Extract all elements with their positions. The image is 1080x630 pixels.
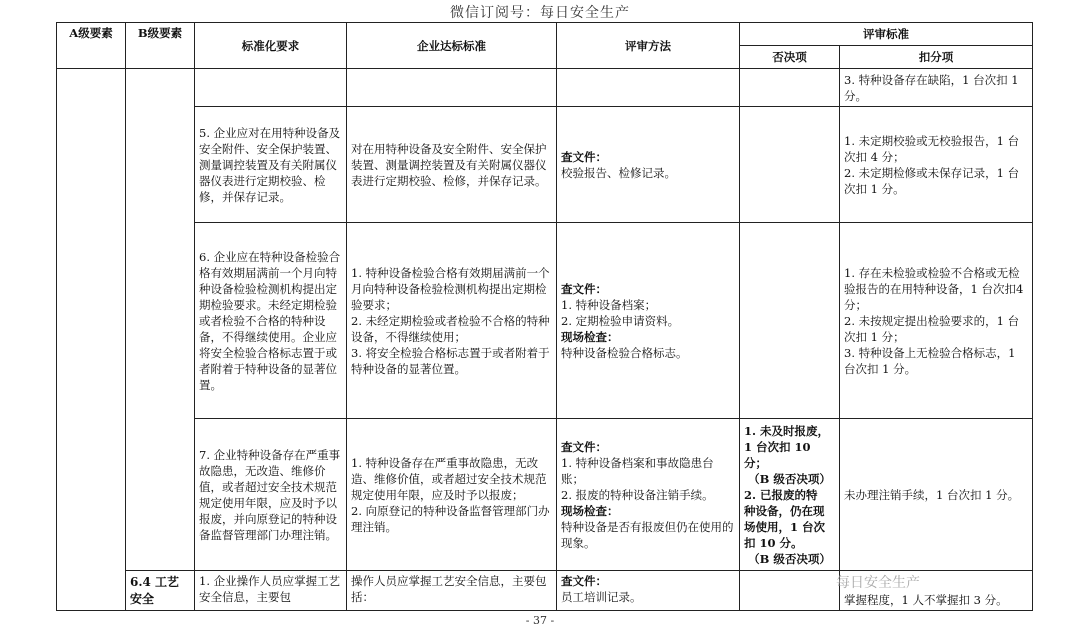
page-number: - 37 -	[525, 614, 555, 627]
a-level-cell	[57, 69, 126, 611]
requirement-cell: 7. 企业特种设备存在严重事故隐患，无改造、维修价值，或者超过安全技术规范规定使用年限，应及时予以报废，并向原登记的特种设备监督管理部门办理注销。	[195, 419, 347, 571]
watermark: 每日安全生产	[836, 575, 920, 591]
method-cell: 查文件： 1. 特种设备档案和事故隐患台账； 2. 报废的特种设备注销手续。 现场检查： 特种设备是否有报废但仍在使用的现象。	[557, 419, 740, 571]
col-header-b-level: B级要素	[126, 23, 195, 69]
col-header-veto: 否决项	[740, 46, 840, 69]
requirement-cell: 1. 企业操作人员应掌握工艺安全信息，主要包	[195, 571, 347, 611]
table-row	[57, 69, 1033, 107]
requirement-cell: 6. 企业应在特种设备检验合格有效期届满前一个月向特种设备检验检测机构提出定期检验要求。未经定期检验或者检验不合格的特种设备，不得继续使用。企业应将安全检验合格标志置于或者附着于特种设备的显著位置。	[195, 223, 347, 419]
requirement-cell	[195, 69, 347, 107]
veto-cell	[740, 571, 840, 611]
requirement-cell: 5. 企业应对在用特种设备及安全附件、安全保护装置、测量调控装置及有关附属仪器仪表进行定期校验、检修，并保存记录。	[195, 107, 347, 223]
veto-cell	[740, 107, 840, 223]
col-header-a-level: A级要素	[57, 23, 126, 69]
veto-cell	[740, 223, 840, 419]
table-row	[57, 107, 1033, 223]
col-header-requirement: 标准化要求	[195, 23, 347, 69]
veto-cell: 1. 未及时报废， 1 台次扣 10 分； （B 级否决项） 2. 已报废的特 种设备，仍在现 场使用，1 台次 扣 10 分。 （B 级否决项）	[740, 419, 840, 571]
veto-cell	[740, 69, 840, 107]
standard-cell: 对在用特种设备及安全附件、安全保护装置、测量调控装置及有关附属仪器仪表进行定期校验、检修，并保存记录。	[347, 107, 557, 223]
method-cell: 查文件： 校验报告、检修记录。	[557, 107, 740, 223]
b-level-process-safety: 6.4 工艺安全	[126, 571, 195, 611]
table-row	[57, 223, 1033, 419]
method-cell: 查文件： 1. 特种设备档案； 2. 定期检验申请资料。 现场检查： 特种设备检验合格标志。	[557, 223, 740, 419]
standard-cell: 1. 特种设备检验合格有效期届满前一个月向特种设备检验检测机构提出定期检验要求； 2. 未经定期检验或者检验不合格的特种设备，不得继续使用； 3. 将安全检验合格标志置于或者附着于特种设备的显著位置。	[347, 223, 557, 419]
deduction-cell: 3. 特种设备存在缺陷，1 台次扣 1 分。	[840, 69, 1033, 107]
standard-cell	[347, 69, 557, 107]
b-level-cell	[126, 69, 195, 571]
col-header-standard: 企业达标标准	[347, 23, 557, 69]
method-cell	[557, 69, 740, 107]
standard-cell: 操作人员应掌握工艺安全信息，主要包括：	[347, 571, 557, 611]
table-row	[57, 419, 1033, 571]
col-header-method: 评审方法	[557, 23, 740, 69]
col-header-criteria: 评审标准	[740, 23, 1033, 46]
table-header-row	[57, 23, 1033, 46]
deduction-cell: 1. 未定期校验或无校验报告，1 台次扣 4 分； 2. 未定期检修或未保存记录，1 台次扣 1 分。	[840, 107, 1033, 223]
col-header-deduction: 扣分项	[840, 46, 1033, 69]
deduction-cell: 未办理注销手续，1 台次扣 1 分。	[840, 419, 1033, 571]
deduction-cell: 1. 存在未检验或检验不合格或无检验报告的在用特种设备，1 台次扣4分； 2. 未按规定提出检验要求的，1 台次扣 1 分； 3. 特种设备上无检验合格标志，1 台次扣 1 分。	[840, 223, 1033, 419]
method-cell: 查文件： 员工培训记录。	[557, 571, 740, 611]
deduction-cell: 掌握程度，1 人不掌握扣 3 分。	[840, 571, 1033, 611]
page-header: 微信订阅号：每日安全生产	[450, 5, 630, 21]
standards-table	[56, 22, 1033, 611]
standard-cell: 1. 特种设备存在严重事故隐患，无改造、维修价值，或者超过安全技术规范规定使用年限，应及时予以报废； 2. 向原登记的特种设备监督管理部门办理注销。	[347, 419, 557, 571]
